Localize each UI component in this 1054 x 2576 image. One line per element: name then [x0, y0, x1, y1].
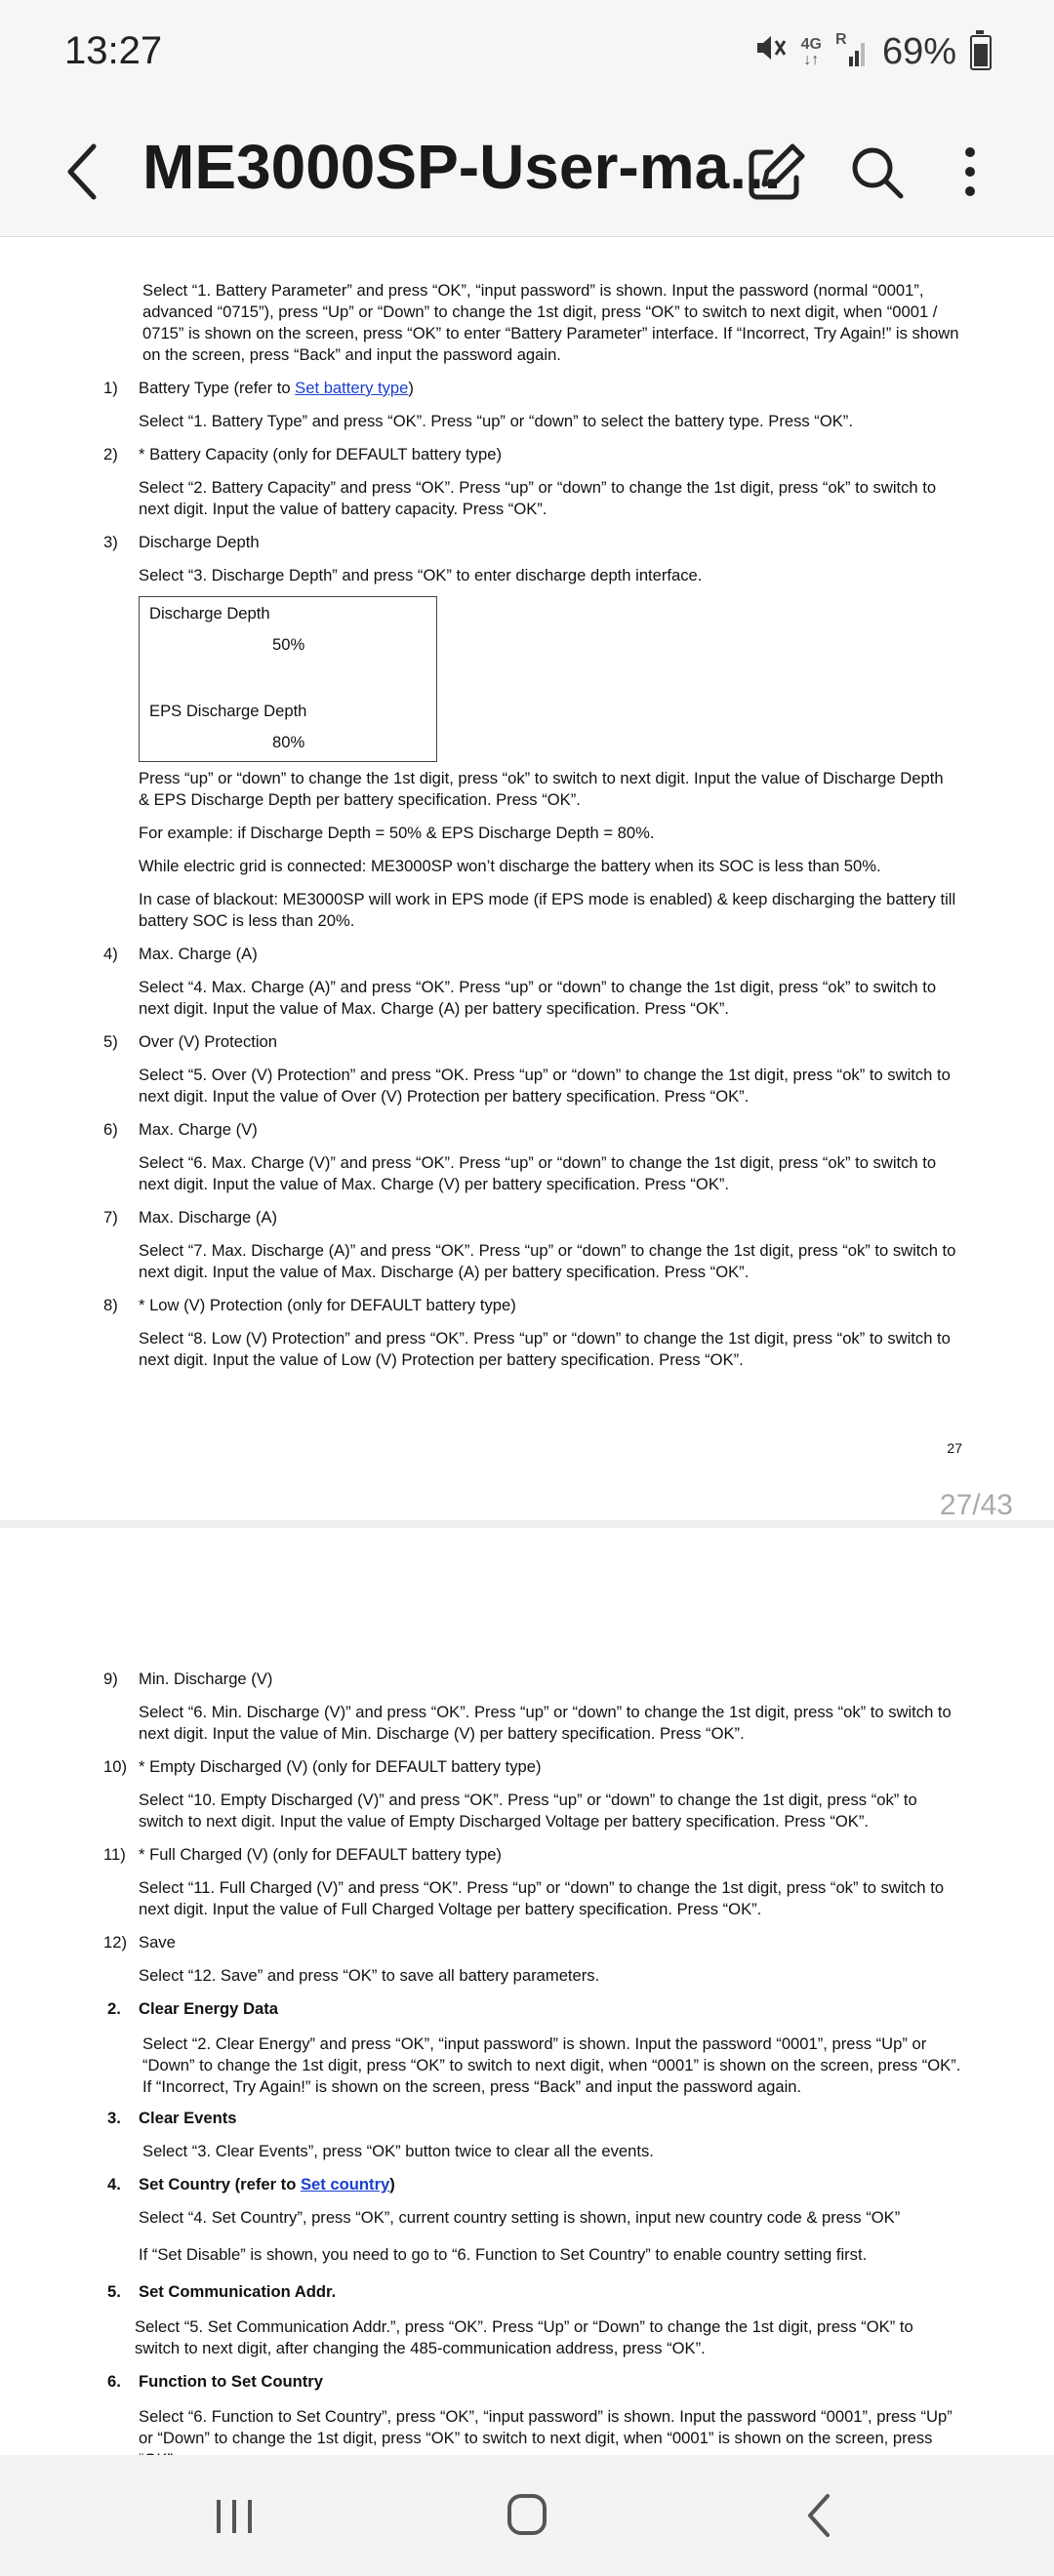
page-number: 27	[947, 1440, 962, 1456]
item-number: 2)	[103, 445, 118, 463]
item-3-detail-3: While electric grid is connected: ME3000SP won’t discharge the battery when its SOC is less than 50%.	[139, 857, 881, 875]
item-title: Over (V) Protection	[139, 1032, 278, 1051]
item-title: * Empty Discharged (V) (only for DEFAULT battery type)	[139, 1757, 542, 1776]
section-2-body: Select “2. Clear Energy” and press “OK”, “input password” is shown. Input the password “0001”, press “Up” or “Down” to change the 1st digit, press “OK” to switch to next digit, when “0001” is shown on the screen, press “OK”. If “Incorrect, Try Again!” is shown on the screen, press “Back” and input the password again.	[142, 2034, 961, 2096]
item-number: 5)	[103, 1032, 118, 1051]
back-arrow-icon	[781, 2484, 859, 2547]
section-number: 4.	[107, 2175, 121, 2194]
item-1-body: Select “1. Battery Type” and press “OK”. Press “up” or “down” to select the battery type. Press “OK”.	[139, 412, 853, 430]
item-number: 9)	[103, 1670, 118, 1688]
edit-button[interactable]	[738, 133, 816, 211]
section-4-body-1: Select “4. Set Country”, press “OK”, current country setting is shown, input new country code & press “OK”	[139, 2208, 901, 2227]
battery-percent: 69%	[881, 31, 956, 72]
section-title: Clear Energy Data	[139, 1999, 278, 2018]
page-counter: 27/43	[939, 1489, 1013, 1521]
back-button[interactable]	[57, 133, 115, 211]
item-2-heading	[103, 444, 962, 465]
item-title: Battery Type (refer to	[139, 379, 296, 397]
item-title: * Low (V) Protection (only for DEFAULT battery type)	[139, 1296, 516, 1314]
paren-close: )	[408, 379, 414, 397]
section-6-heading	[107, 2371, 966, 2393]
edit-icon	[738, 133, 816, 211]
item-12-body: Select “12. Save” and press “OK” to save all battery parameters.	[139, 1966, 600, 1985]
item-number: 7)	[103, 1208, 118, 1227]
section-3-body: Select “3. Clear Events”, press “OK” button twice to clear all the events.	[142, 2142, 654, 2160]
mute-vibrate-icon	[754, 33, 788, 71]
item-3-detail-2: For example: if Discharge Depth = 50% & EPS Discharge Depth = 80%.	[139, 824, 655, 842]
document-title: ME3000SP-User-ma...	[142, 132, 782, 202]
item-3-detail-1: Press “up” or “down” to change the 1st digit, press “ok” to switch to next digit. Input the value of Discharge Depth & EPS Discharge Depth per battery specification. Press “OK”.	[139, 769, 944, 809]
item-3-heading	[103, 532, 962, 553]
section-4-body-2: If “Set Disable” is shown, you need to go to “6. Function to Set Country” to enable country setting first.	[139, 2245, 868, 2264]
item-title: * Battery Capacity (only for DEFAULT battery type)	[139, 445, 502, 463]
home-icon	[488, 2484, 566, 2547]
signal-icon	[834, 30, 869, 68]
item-8-heading	[103, 1295, 962, 1316]
battery-fill	[974, 44, 988, 65]
item-10-body: Select “10. Empty Discharged (V)” and press “OK”. Press “up” or “down” to change the 1st digit, press “ok” to switch to next digit. Input the value of Empty Discharged Voltage per battery specification. Press “OK”.	[139, 1791, 917, 1831]
box-label-discharge-depth: Discharge Depth	[149, 604, 270, 623]
item-number: 10)	[103, 1757, 127, 1776]
section-6-body: Select “6. Function to Set Country”, press “OK”, “input password” is shown. Input the password “0001”, press “Up” or “Down” to change the 1st digit, press “OK” to switch to next digit, when “0001” is shown on the screen, press	[139, 2407, 953, 2447]
item-9-heading	[103, 1669, 962, 1690]
item-number: 3)	[103, 533, 118, 551]
intro-paragraph: Select “1. Battery Parameter” and press “OK”, “input password” is shown. Input the password (normal “0001”, advanced “0715”), press “Up” or “Down” to change the 1st digit, press “OK” to switch to next digit, when “0001 / 0715” is shown on the screen, press “OK” to enter “Battery Parameter” interface. If “Incorrect, Try Again!” is shown on the screen, press “Back” and input the password again.	[142, 281, 959, 364]
box-value-discharge-depth: 50%	[272, 635, 305, 654]
search-button[interactable]	[837, 133, 915, 211]
item-3-detail-4: In case of blackout: ME3000SP will work in EPS mode (if EPS mode is enabled) & keep discharging the battery till battery SOC is less than 20%.	[139, 890, 956, 930]
item-4-heading	[103, 944, 962, 965]
item-11-body: Select “11. Full Charged (V)” and press “OK”. Press “up” or “down” to change the 1st digit, press “ok” to switch to next digit. Input the value of Full Charged Voltage per battery specification. Press “OK”.	[139, 1878, 945, 1918]
item-title: Max. Charge (A)	[139, 945, 258, 963]
item-2-body: Select “2. Battery Capacity” and press “OK”. Press “up” or “down” to change the 1st digit, press “ok” to switch to next digit. Input the value of battery capacity. Press “OK”.	[139, 478, 937, 518]
pdf-page-28	[0, 1528, 1054, 2455]
item-title: Max. Charge (V)	[139, 1120, 258, 1139]
data-arrows-icon: ↓↑	[803, 51, 820, 68]
status-bar	[0, 0, 1054, 107]
item-title: Min. Discharge (V)	[139, 1670, 273, 1688]
item-title: Save	[139, 1933, 176, 1952]
item-6-heading	[103, 1119, 962, 1141]
navigation-bar	[0, 2455, 1054, 2576]
item-11-heading	[103, 1844, 962, 1866]
system-back-button[interactable]	[781, 2484, 859, 2547]
item-1-heading	[103, 378, 962, 399]
section-title: Clear Events	[139, 2109, 237, 2127]
more-options-button[interactable]	[931, 133, 1009, 211]
network-type-label: 4G	[800, 35, 822, 53]
item-5-heading	[103, 1031, 962, 1053]
section-number: 6.	[107, 2372, 121, 2391]
item-10-heading	[103, 1756, 962, 1778]
section-3-heading	[107, 2108, 966, 2129]
section-4-heading	[107, 2174, 966, 2195]
box-value-eps-discharge-depth: 80%	[272, 733, 305, 751]
recent-apps-button[interactable]	[195, 2484, 273, 2547]
item-title: Max. Discharge (A)	[139, 1208, 278, 1227]
network-type-icon	[801, 37, 822, 68]
item-number: 8)	[103, 1296, 118, 1314]
item-number: 4)	[103, 945, 118, 963]
item-5-body: Select “5. Over (V) Protection” and press “OK. Press “up” or “down” to change the 1st digit, press “ok” to switch to next digit. Input the value of Over (V) Protection per battery specification. Press “OK”.	[139, 1066, 951, 1106]
item-4-body: Select “4. Max. Charge (A)” and press “OK”. Press “up” or “down” to change the 1st digit, press “ok” to switch to next digit. Input the value of Max. Charge (A) per battery specification. Press “OK”.	[139, 978, 937, 1018]
search-icon	[837, 133, 915, 211]
section-number: 5.	[107, 2282, 121, 2301]
item-6-body: Select “6. Max. Charge (V)” and press “OK”. Press “up” or “down” to change the 1st digit, press “ok” to switch to next digit. Input the value of Max. Charge (V) per battery specification. Press “OK”.	[139, 1153, 937, 1193]
battery-icon	[970, 35, 992, 70]
item-3-body: Select “3. Discharge Depth” and press “OK” to enter discharge depth interface.	[139, 566, 703, 584]
item-7-body: Select “7. Max. Discharge (A)” and press “OK”. Press “up” or “down” to change the 1st digit, press “ok” to switch to next digit. Input the value of Max. Discharge (A) per battery specification. Press “OK”.	[139, 1241, 956, 1281]
item-12-heading	[103, 1932, 962, 1953]
roaming-label: R	[834, 30, 847, 48]
recent-apps-icon	[195, 2484, 273, 2547]
item-7-heading	[103, 1207, 962, 1228]
section-title: Function to Set Country	[139, 2372, 323, 2391]
set-country-link[interactable]: Set country	[300, 2175, 390, 2194]
paren-close: )	[389, 2175, 395, 2194]
home-button[interactable]	[488, 2484, 566, 2547]
chevron-left-icon	[57, 133, 115, 211]
pdf-page-27	[0, 237, 1054, 1520]
set-battery-type-link[interactable]: Set battery type	[295, 379, 409, 397]
section-title: Set Communication Addr.	[139, 2282, 337, 2301]
item-number: 6)	[103, 1120, 118, 1139]
more-vertical-icon	[931, 133, 1009, 211]
status-icons	[754, 31, 992, 73]
section-2-heading	[107, 1998, 966, 2020]
section-number: 2.	[107, 1999, 121, 2018]
status-time: 13:27	[64, 29, 163, 72]
item-number: 1)	[103, 379, 118, 397]
box-label-eps-discharge-depth: EPS Discharge Depth	[149, 702, 307, 720]
item-number: 11)	[103, 1845, 126, 1864]
item-9-body: Select “6. Min. Discharge (V)” and press “OK”. Press “up” or “down” to change the 1st digit, press “ok” to switch to next digit. Input the value of Min. Discharge (V) per battery specification. Press “OK”.	[139, 1703, 952, 1743]
discharge-depth-box	[139, 596, 437, 762]
section-5-body: Select “5. Set Communication Addr.”, press “OK”. Press “Up” or “Down” to change the 1st digit, press “OK” to switch to next digit, after changing the 485-communication address, press “OK”.	[135, 2317, 913, 2357]
section-5-heading	[107, 2281, 966, 2303]
item-title: * Full Charged (V) (only for DEFAULT battery type)	[139, 1845, 502, 1864]
section-title: Set Country (refer to	[139, 2175, 301, 2194]
item-number: 12)	[103, 1933, 127, 1952]
section-number: 3.	[107, 2109, 121, 2127]
app-bar	[0, 107, 1054, 237]
item-8-body: Select “8. Low (V) Protection” and press “OK”. Press “up” or “down” to change the 1st digit, press “ok” to switch to next digit. Input the value of Low (V) Protection per battery specification. Press “OK”.	[139, 1329, 951, 1369]
item-title: Discharge Depth	[139, 533, 260, 551]
